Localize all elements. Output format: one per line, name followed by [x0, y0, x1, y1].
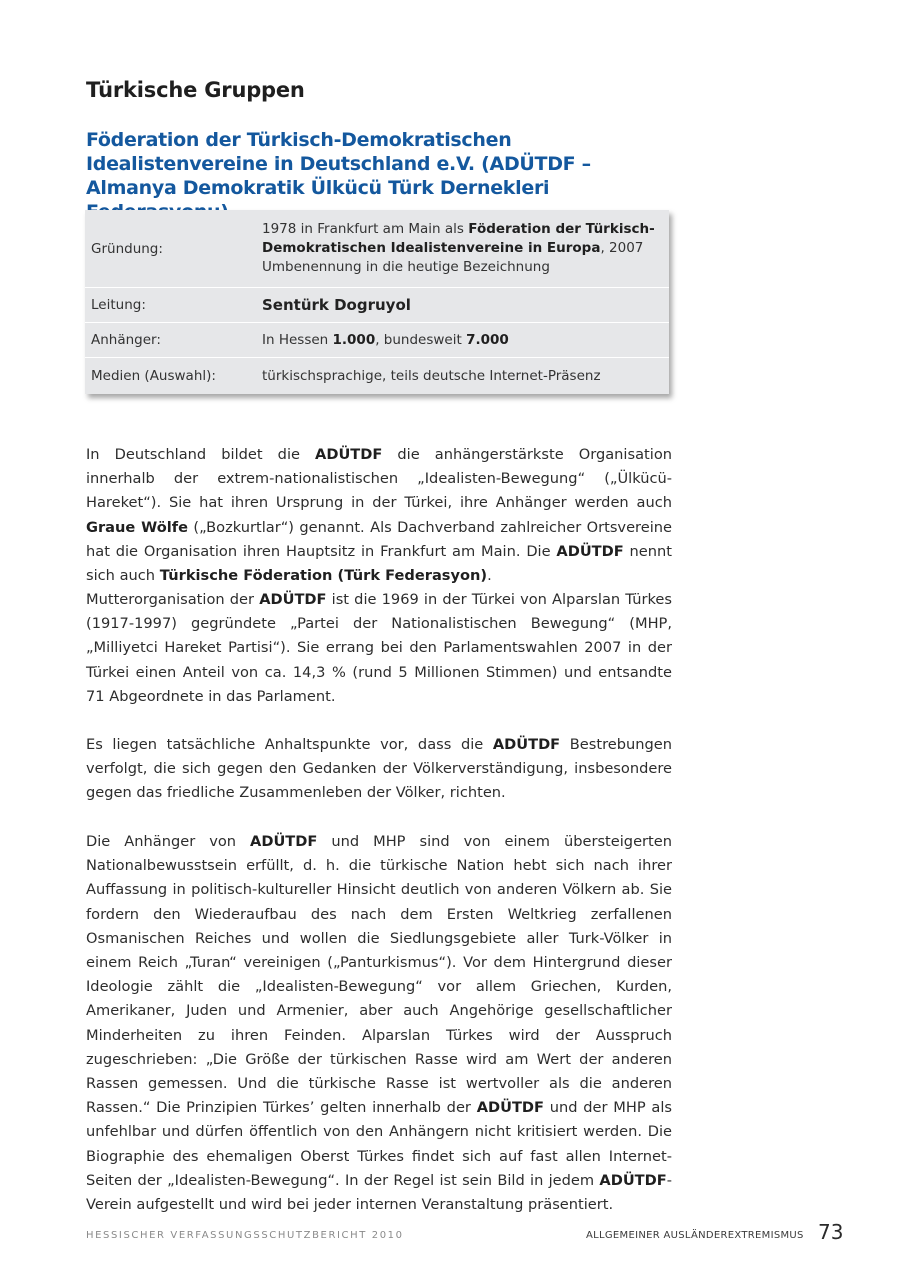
- info-value: In Hessen 1.000, bundesweit 7.000: [262, 331, 509, 348]
- info-label: Leitung:: [91, 297, 146, 313]
- info-label: Gründung:: [91, 240, 163, 257]
- info-label: Anhänger:: [91, 332, 161, 348]
- info-label: Medien (Auswahl):: [91, 368, 216, 384]
- info-value: Sentürk Dogruyol: [262, 295, 411, 314]
- page-number: 73: [818, 1220, 844, 1244]
- info-row-founding: [85, 210, 669, 288]
- paragraph-4: Die Anhänger von ADÜTDF und MHP sind von einem übersteigerten Nationalbewusstsein erfüllt, d. h. die türkische Nation hebt sich nach ihrer Auffassung in politisch-kultureller Hinsicht deutlich von anderen Völkern ab. Sie fordern den Wiederaufbau des nach dem Ersten Weltkrieg zerfallenen Osmanischen Reiches und wollen die Siedlungsgebiete aller Turk-Völker in einem Reich „Turan“ vereinigen („Panturkismus“). Vor dem Hintergrund dieser Ideologie zählt die „Idealisten-Bewegung“ vor allem Griechen, Kurden, Amerikaner, Juden und Armenier, aber auch Angehörige gesellschaftlicher Minderheiten zu ihren Feinden. Alparslan Türkes wird der Ausspruch zugeschrieben: „Die Größe der türkischen Rasse wird am Wert der anderen Rassen gemessen. Und die türkische Rasse ist wertvoller als die anderen Rassen.“ Die Prinzipien Türkes’ gelten innerhalb der ADÜTDF und der MHP als unfehlbar und dürfen öffentlich von den Anhängern nicht kritisiert werden. Die Biographie des ehemaligen Oberst Türkes findet sich auf fast allen Internet-Seiten der „Idealisten-Bewegung“. In der Regel ist sein Bild in jedem ADÜTDF-Verein aufgestellt und wird bei jeder internen Veranstaltung präsentiert.: [86, 833, 673, 1214]
- info-row-media: [85, 358, 669, 394]
- organization-title: Föderation der Türkisch-Demokratischen Idealistenvereine in Deutschland e.V. (ADÜTDF – Almanya Demokratik Ülkücü Türk Dernekleri: [86, 129, 591, 199]
- paragraph-2: Mutterorganisation der ADÜTDF ist die 1969 in der Türkei von Alparslan Türkes (1917-1997) gegründete „Partei der Nationalistischen Bewegung“ (MHP, „Milliyetci Hareket Partisi“). Sie errang bei den Parlamentswahlen 2007 in der Türkei einen Anteil von ca. 14,3 % (rund 5 Millionen Stimmen) und entsandte 71 Abgeordnete in das Parlament.: [86, 591, 672, 705]
- info-value: 1978 in Frankfurt am Main als Föderation der Türkisch-Demokratischen Idealistenvereine in Europa, 2007 Umbenennung in die heutige Bezeichnung: [262, 221, 655, 275]
- info-value: türkischsprachige, teils deutsche Internet-Präsenz: [262, 367, 601, 384]
- info-table: [85, 210, 669, 394]
- section-title: Türkische Gruppen: [86, 78, 305, 102]
- info-row-followers: [85, 323, 669, 358]
- info-row-leadership: [85, 288, 669, 323]
- paragraph-3: Es liegen tatsächliche Anhaltspunkte vor, dass die ADÜTDF Bestrebungen verfolgt, die sich gegen den Gedanken der Völkerverständigung, insbesondere gegen das friedliche Zusammenleben der Völker, richten.: [86, 736, 672, 802]
- paragraph-1: In Deutschland bildet die ADÜTDF die anhängerstärkste Organisation innerhalb der extrem-nationalistischen „Idealisten-Bewegung“ („Ülkücü-Hareket“). Sie hat ihren Ursprung in der Türkei, ihre Anhänger werden auch Graue Wölfe („Bozkurtlar“) genannt. Als Dachverband zahlreicher Ortsvereine hat die Organisation ihren Hauptsitz in Frankfurt am Main. Die ADÜTDF nennt sich auch Türkische Föderation (Türk Federasyon).: [86, 446, 672, 585]
- footer-chapter-title: ALLGEMEINER AUSLÄNDEREXTREMISMUS: [586, 1230, 804, 1241]
- footer-report-title: HESSISCHER VERFASSUNGSSCHUTZBERICHT 2010: [86, 1230, 404, 1241]
